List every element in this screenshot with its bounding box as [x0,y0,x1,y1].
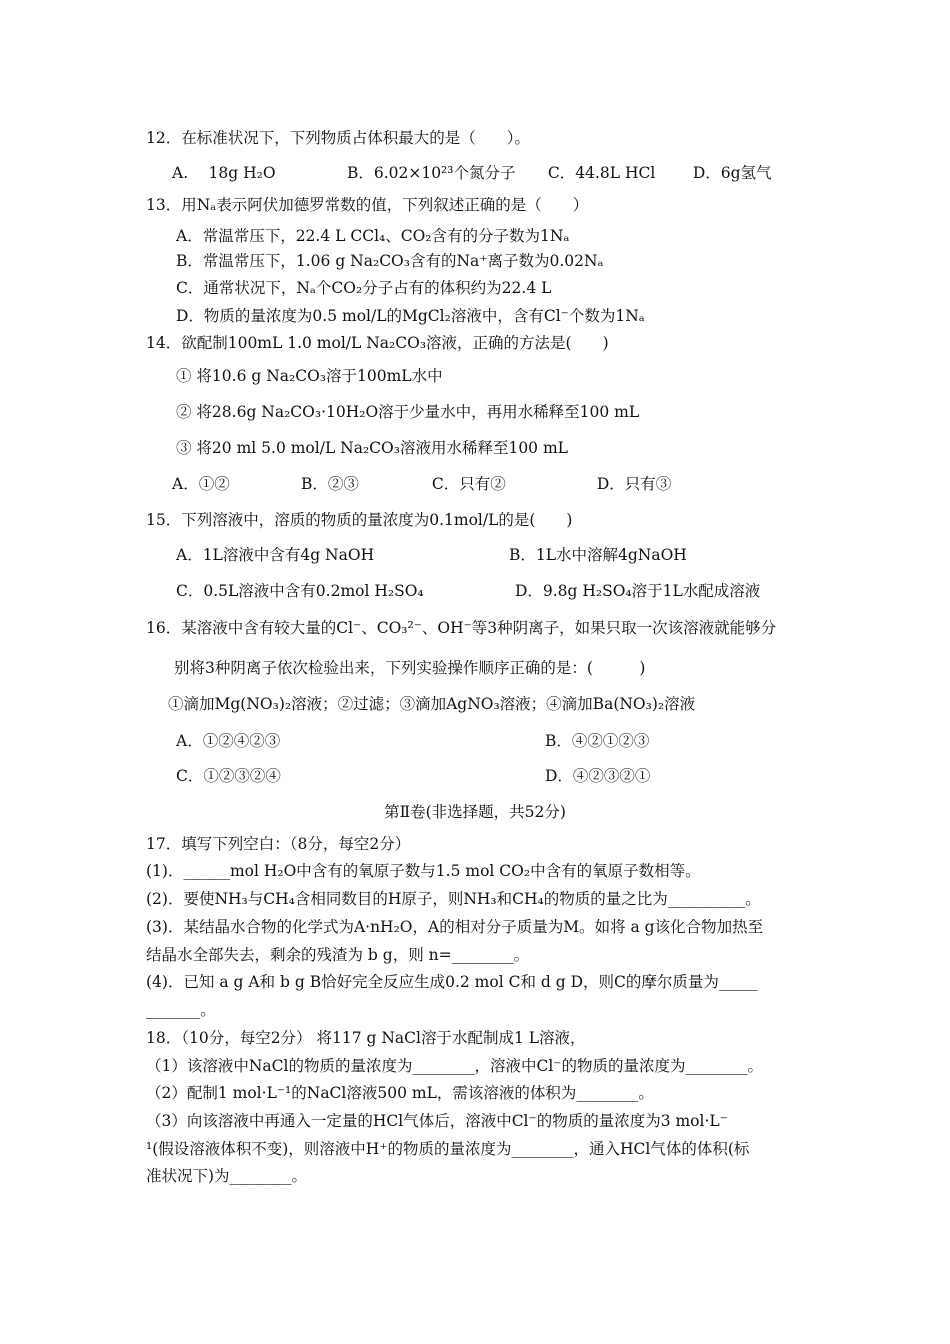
q13-option-c: C．通常状况下，Nₐ个CO₂分子占有的体积约为22.4 L [176,279,552,297]
q17-line-1: (1)．______mol H₂O中含有的氧原子数与1.5 mol CO₂中含有的氧原子数相等。 [146,862,701,880]
q13-option-d: D．物质的量浓度为0.5 mol/L的MgCl₂溶液中，含有Cl⁻个数为1Nₐ [176,307,645,325]
q17-line-4b: _______。 [146,1001,216,1019]
section-2-heading: 第Ⅱ卷(非选择题，共52分) [384,803,566,821]
q17-line-3a: (3)．某结晶水合物的化学式为A·nH₂O，A的相对分子质量为M。如将 a g该化合物加热至 [146,918,764,936]
q13-option-b: B．常温常压下，1.06 g Na₂CO₃含有的Na⁺离子数为0.02Nₐ [176,252,604,270]
q18-line-2: （2）配制1 mol·L⁻¹的NaCl溶液500 mL，需该溶液的体积为________。 [146,1084,654,1102]
q12-option-d: D．6g氢气 [692,164,772,182]
q17-line-2: (2)．要使NH₃与CH₄含相同数目的H原子，则NH₃和CH₄的物质的量之比为__________。 [146,890,761,908]
q12-option-a: A. 18g H₂O [172,164,276,182]
q16-option-c: C．①②③②④ [176,767,281,785]
q13-option-a: A．常温常压下，22.4 L CCl₄、CO₂含有的分子数为1Nₐ [176,227,570,245]
q15-options-row1 [176,545,687,565]
q16-stem-line2: 别将3种阴离子依次检验出来，下列实验操作顺序正确的是：( ) [174,659,646,677]
q15-options-row2 [176,581,760,601]
q15-option-b: B．1L水中溶解4gNaOH [508,546,687,564]
q17-line-4a: (4)．已知 a g A和 b g B恰好完全反应生成0.2 mol C和 d g D，则C的摩尔质量为_____ [146,973,758,991]
q12-option-b: B．6.02×10²³个氮分子 [346,164,516,182]
q15-option-a: A．1L溶液中含有4g NaOH [176,546,375,564]
q18-stem: 18．（10分，每空2分） 将117 g NaCl溶于水配制成1 L溶液， [146,1029,586,1047]
q17-stem: 17．填写下列空白：（8分，每空2分） [146,835,411,853]
q18-line-3c: 准状况下)为________。 [146,1167,308,1185]
q14-stem: 14．欲配制100mL 1.0 mol/L Na₂CO₃溶液，正确的方法是( ) [146,334,609,352]
q14-option-b: B．②③ [300,475,359,493]
q15-option-d: D．9.8g H₂SO₄溶于1L水配成溶液 [514,582,761,600]
q16-operations: ①滴加Mg(NO₃)₂溶液；②过滤；③滴加AgNO₃溶液；④滴加Ba(NO₃)₂溶液 [168,695,696,713]
q12-options [172,163,772,183]
q16-option-a: A．①②④②③ [176,732,281,750]
q14-option-a: A．①② [172,475,230,493]
q18-line-1: （1）该溶液中NaCl的物质的量浓度为________，溶液中Cl⁻的物质的量浓度为________。 [146,1057,763,1075]
q15-stem: 15．下列溶液中，溶质的物质的量浓度为0.1mol/L的是( ) [146,511,573,529]
q16-option-b: B．④②①②③ [544,732,650,750]
q18-line-3b: ¹(假设溶液体积不变)，则溶液中H⁺的物质的量浓度为________，通入HCl气体的体积(标 [146,1140,750,1158]
q15-option-c: C．0.5L溶液中含有0.2mol H₂SO₄ [176,582,424,600]
q14-item-3: ③ 将20 ml 5.0 mol/L Na₂CO₃溶液用水稀释至100 mL [176,439,568,457]
q13-stem: 13．用Nₐ表示阿伏加德罗常数的值，下列叙述正确的是（ ） [146,196,589,214]
q16-options-row2 [176,766,650,786]
q14-option-c: C．只有② [431,475,506,493]
q12-stem: 12．在标准状况下，下列物质占体积最大的是（ ）。 [146,129,530,147]
q16-option-d: D．④②③②① [544,767,651,785]
q16-stem-line1: 16．某溶液中含有较大量的Cl⁻、CO₃²⁻、OH⁻等3种阴离子，如果只取一次该溶液就能够分 [146,619,777,637]
q14-options [172,474,671,494]
q14-option-d: D．只有③ [596,475,672,493]
q18-line-3a: （3）向该溶液中再通入一定量的HCl气体后，溶液中Cl⁻的物质的量浓度为3 mol·L⁻ [146,1112,728,1130]
q16-options-row1 [176,731,649,751]
q12-option-c: C．44.8L HCl [547,164,656,182]
q14-item-2: ② 将28.6g Na₂CO₃·10H₂O溶于少量水中，再用水稀释至100 mL [176,403,640,421]
q14-item-1: ① 将10.6 g Na₂CO₃溶于100mL水中 [176,367,443,385]
q17-line-3b: 结晶水全部失去，剩余的残渣为 b g，则 n=________。 [146,946,530,964]
